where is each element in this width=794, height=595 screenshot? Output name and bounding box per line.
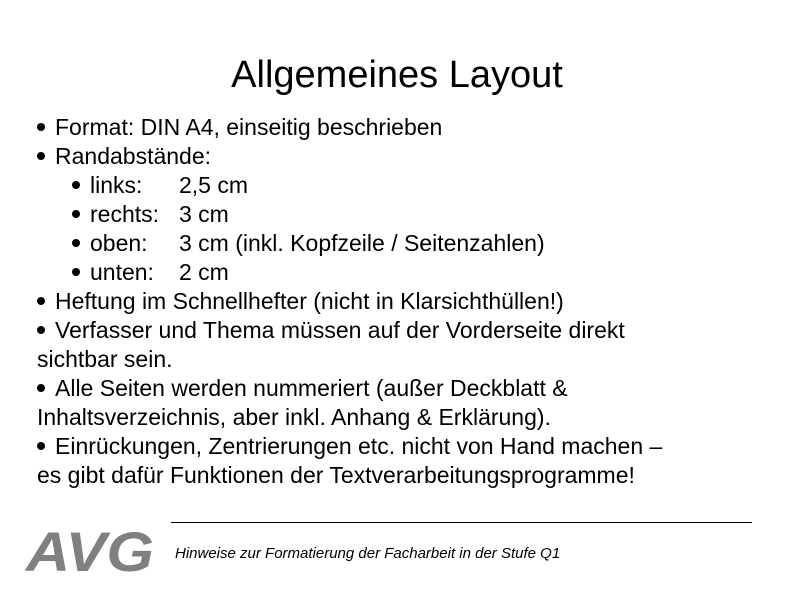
bullet-indentation bbox=[37, 432, 767, 490]
sub-bullet-value: 2 cm bbox=[179, 259, 229, 285]
sub-bullet-value: 3 cm (inkl. Kopfzeile / Seitenzahlen) bbox=[179, 230, 545, 256]
bullet-list bbox=[37, 113, 767, 490]
sub-bullet-label: oben: bbox=[90, 230, 148, 256]
bullet-page-numbers bbox=[37, 374, 767, 432]
bullet-dot-icon bbox=[37, 326, 45, 334]
bullet-dot-icon bbox=[37, 442, 45, 450]
bullet-dot-icon bbox=[72, 268, 80, 276]
footer-divider bbox=[171, 522, 752, 523]
bullet-text: Heftung im Schnellhefter (nicht in Klarsichthüllen!) bbox=[55, 288, 564, 314]
slide-title: Allgemeines Layout bbox=[231, 54, 563, 96]
bullet-author-topic bbox=[37, 316, 767, 374]
sub-bullet-label: unten: bbox=[90, 259, 154, 285]
avg-logo bbox=[24, 517, 159, 577]
sub-bullet-value: 2,5 cm bbox=[179, 172, 249, 198]
bullet-text-line2: sichtbar sein. bbox=[37, 346, 173, 372]
bullet-text-line1: Verfasser und Thema müssen auf der Vorderseite direkt bbox=[55, 317, 625, 343]
bullet-margins bbox=[37, 142, 767, 171]
footer-caption: Hinweise zur Formatierung der Facharbeit in der Stufe Q1 bbox=[175, 545, 561, 562]
bullet-text: Format: DIN A4, einseitig beschrieben bbox=[55, 114, 443, 140]
sub-bullet-right bbox=[37, 200, 767, 229]
bullet-dot-icon bbox=[72, 181, 80, 189]
sub-bullet-top bbox=[37, 229, 767, 258]
bullet-dot-icon bbox=[37, 297, 45, 305]
bullet-text-line2: es gibt dafür Funktionen der Textverarbeitungsprogramme! bbox=[37, 462, 635, 488]
bullet-text-line2: Inhaltsverzeichnis, aber inkl. Anhang & Erklärung). bbox=[37, 404, 551, 430]
sub-bullet-bottom bbox=[37, 258, 767, 287]
bullet-dot-icon bbox=[72, 210, 80, 218]
sub-bullet-label: rechts: bbox=[90, 201, 160, 227]
bullet-dot-icon bbox=[37, 152, 45, 160]
bullet-text-line1: Alle Seiten werden nummeriert (außer Deckblatt & bbox=[55, 375, 568, 401]
logo-text: AVG bbox=[24, 520, 154, 577]
sub-bullet-value: 3 cm bbox=[179, 201, 229, 227]
bullet-format bbox=[37, 113, 767, 142]
bullet-text: Randabstände: bbox=[55, 143, 212, 169]
bullet-dot-icon bbox=[37, 384, 45, 392]
sub-bullet-label: links: bbox=[90, 172, 143, 198]
bullet-dot-icon bbox=[37, 123, 45, 131]
bullet-text-line1: Einrückungen, Zentrierungen etc. nicht von Hand machen – bbox=[55, 433, 663, 459]
sub-bullet-left bbox=[37, 171, 767, 200]
bullet-dot-icon bbox=[72, 239, 80, 247]
bullet-binding bbox=[37, 287, 767, 316]
